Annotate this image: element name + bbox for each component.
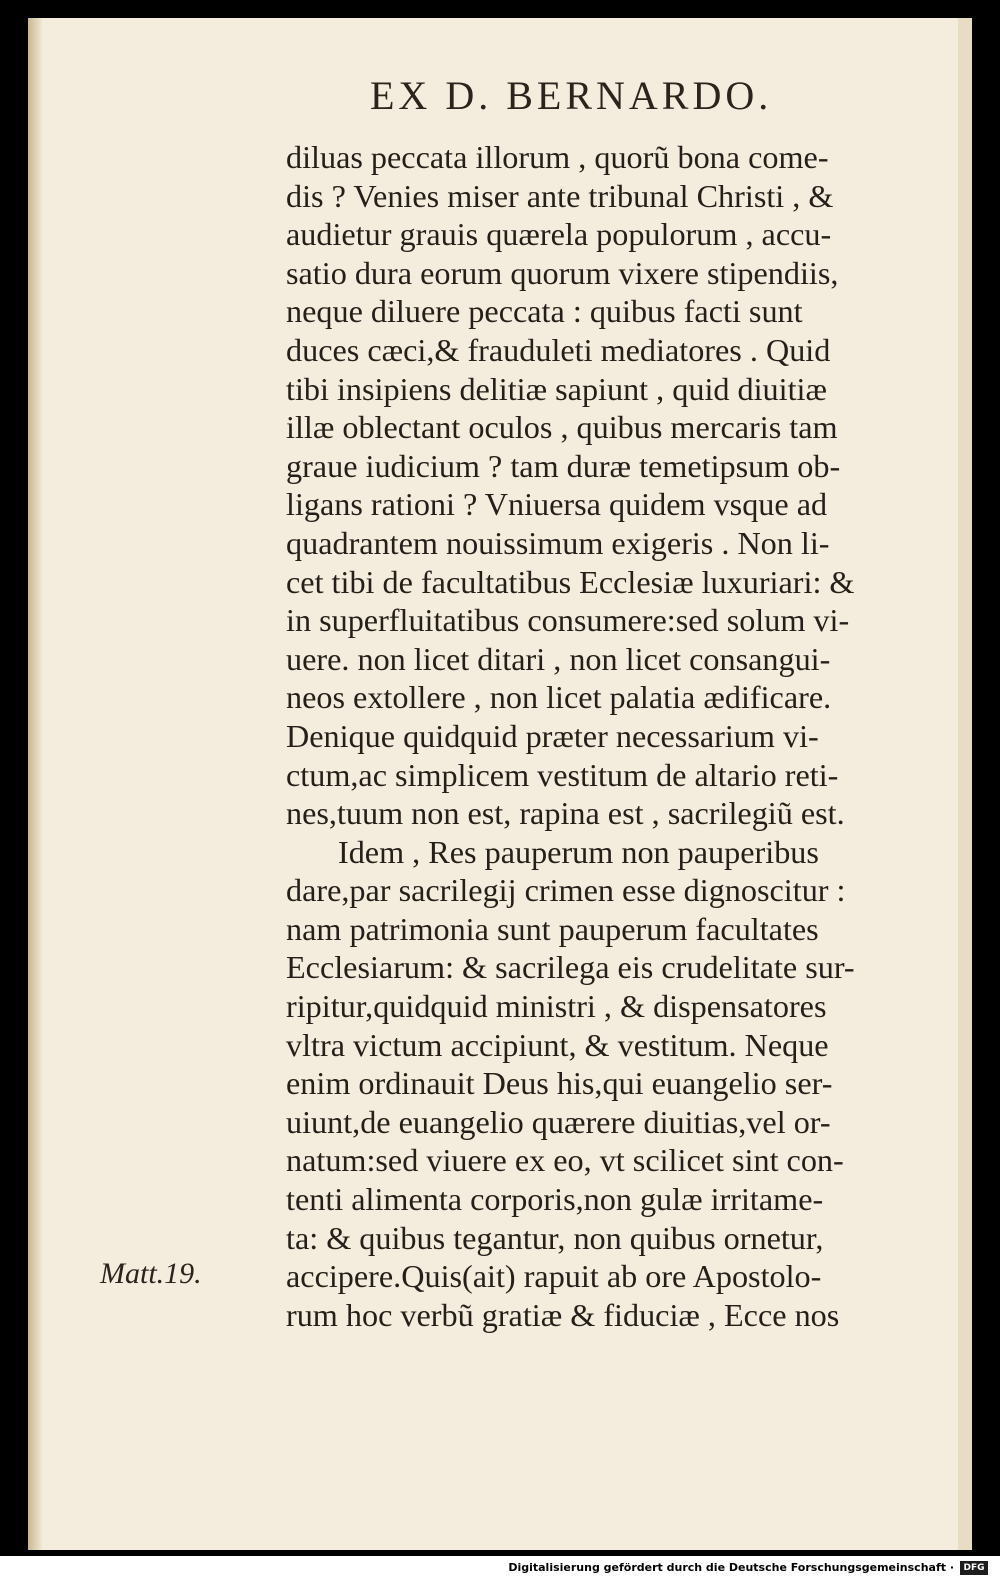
text-line: audietur grauis quærela populorum , accu- [286, 216, 832, 253]
text-line: in superfluitatibus consumere:sed solum vi- [286, 602, 850, 639]
text-line: uere. non licet ditari , non licet consangui- [286, 640, 831, 677]
text-line: satio dura eorum quorum vixere stipendiis, [286, 254, 839, 291]
text-line: dis ? Venies miser ante tribunal Christi , & [286, 177, 834, 214]
footer-credit: Digitalisierung gefördert durch die Deutsche Forschungsgemeinschaft · [508, 1561, 954, 1574]
text-line: ligans rationi ? Vniuersa quidem vsque ad [286, 486, 828, 523]
text-line: quadrantem nouissimum exigeris . Non li- [286, 524, 830, 561]
text-line: dare,par sacrilegij crimen esse dignoscitur : [286, 872, 846, 909]
text-line: nes,tuum non est, rapina est , sacrilegiũ est. [286, 795, 845, 832]
text-line: ta: & quibus tegantur, non quibus ornetur, [286, 1219, 824, 1256]
main-text-block [286, 138, 922, 1334]
text-line: cet tibi de facultatibus Ecclesiæ luxuriari: & [286, 563, 855, 600]
page-gutter-shadow [28, 18, 42, 1550]
text-line: uiunt,de euangelio quærere diuitias,vel or- [286, 1103, 831, 1140]
running-head: EX D. BERNARDO. [370, 73, 773, 118]
marginal-note: Matt.19. [100, 1257, 202, 1290]
text-line: natum:sed viuere ex eo, vt scilicet sint con- [286, 1142, 844, 1179]
text-line: nam patrimonia sunt pauperum facultates [286, 910, 819, 947]
text-line: neque diluere peccata : quibus facti sunt [286, 293, 803, 330]
text-line: accipere.Quis(ait) rapuit ab ore Apostolo- [286, 1258, 822, 1295]
text-line: enim ordinauit Deus his,qui euangelio ser- [286, 1065, 833, 1102]
text-line: Ecclesiarum: & sacrilega eis crudelitate sur- [286, 949, 855, 986]
text-line: Denique quidquid præter necessarium vi- [286, 717, 819, 754]
paragraph-start-line: Idem , Res pauperum non pauperibus [338, 833, 819, 870]
text-line: tibi insipiens delitiæ sapiunt , quid diuitiæ [286, 370, 827, 407]
dfg-logo: DFG [960, 1561, 988, 1575]
text-line: neos extollere , non licet palatia ædificare. [286, 679, 832, 716]
text-line: rum hoc verbũ gratiæ & fiduciæ , Ecce nos [286, 1296, 840, 1333]
text-line: diluas peccata illorum , quorũ bona come- [286, 139, 829, 175]
text-line: ripitur,quidquid ministri , & dispensatores [286, 988, 827, 1025]
text-line: vltra victum accipiunt, & vestitum. Neque [286, 1026, 829, 1063]
text-line: illæ oblectant oculos , quibus mercaris tam [286, 409, 838, 446]
text-line: graue iudicium ? tam duræ temetipsum ob- [286, 447, 841, 484]
text-line: ctum,ac simplicem vestitum de altario reti- [286, 756, 839, 793]
text-line: duces cæci,& frauduleti mediatores . Quid [286, 331, 831, 368]
text-line: tenti alimenta corporis,non gulæ irritame- [286, 1181, 824, 1218]
